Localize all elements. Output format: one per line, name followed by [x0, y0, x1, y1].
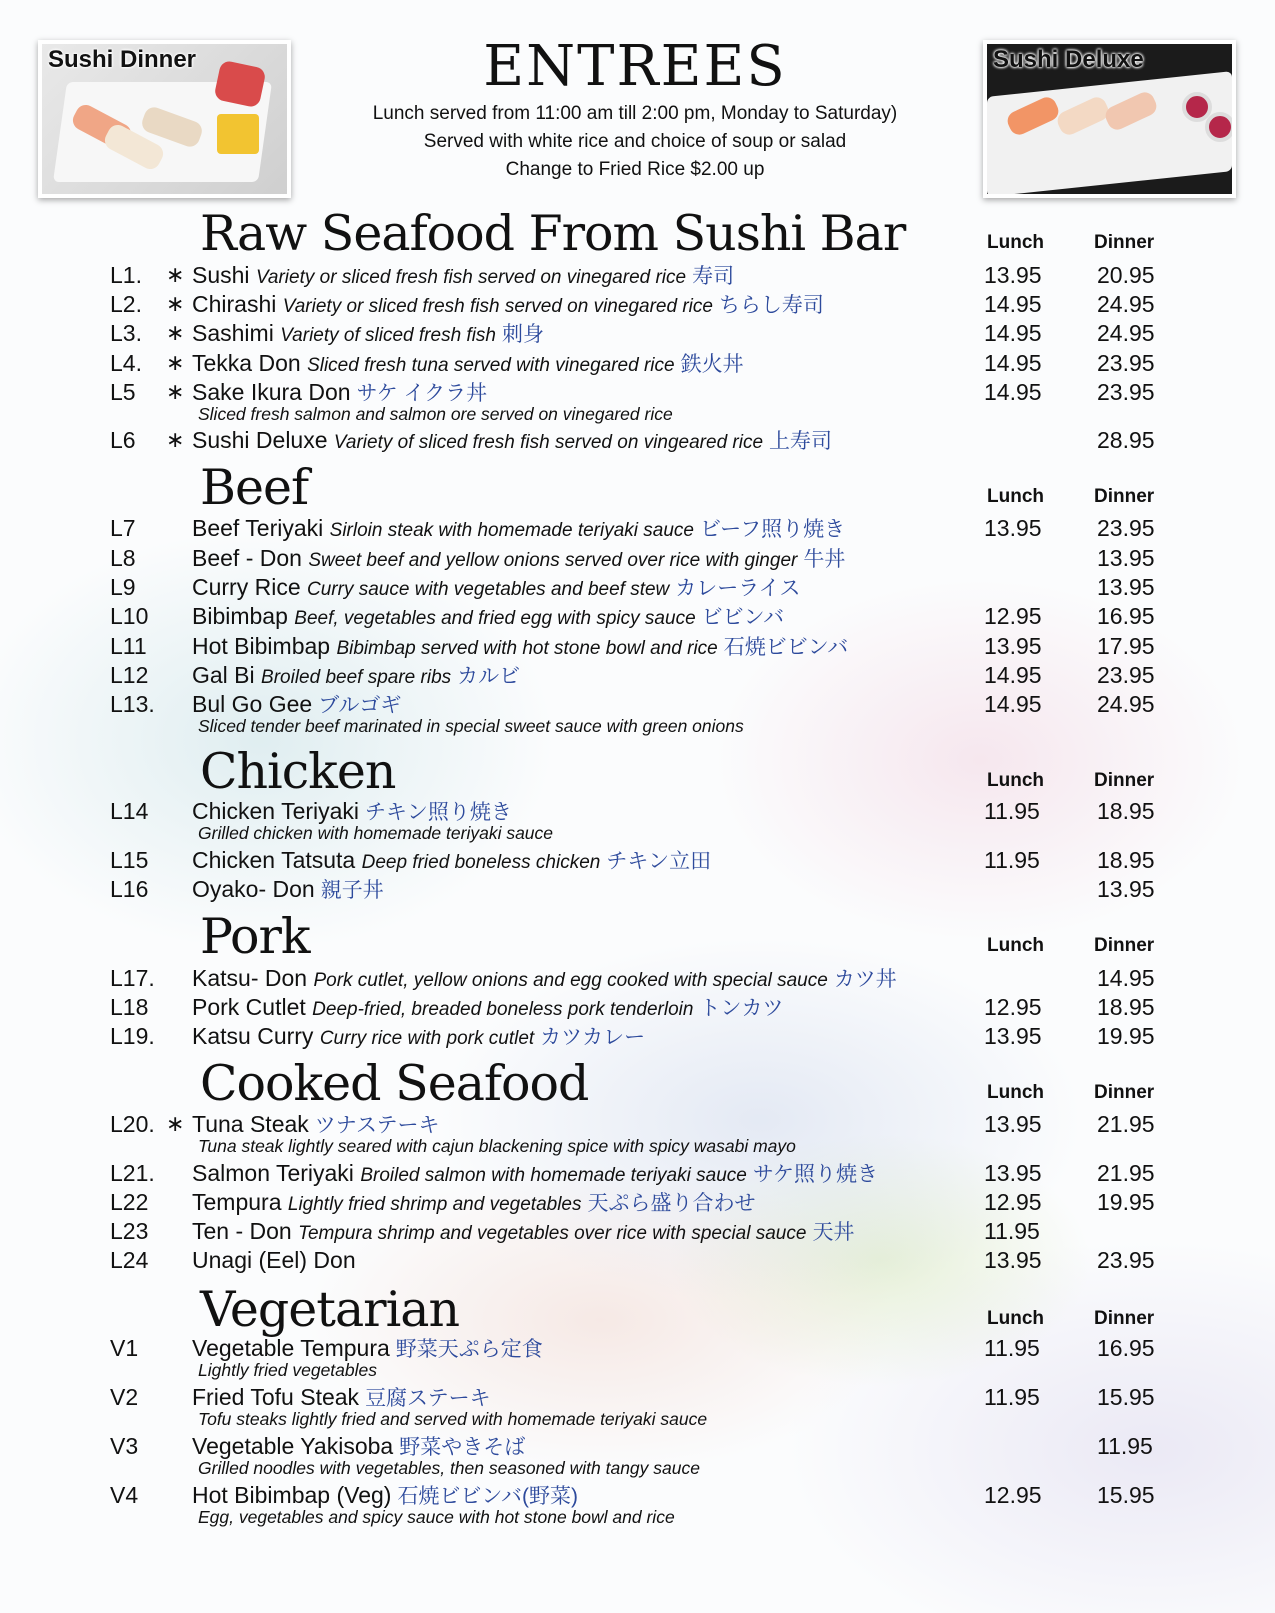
item-code: L17. [110, 965, 155, 991]
section-title: Vegetarian [200, 1281, 460, 1338]
menu-item [0, 1431, 1275, 1478]
item-code: L22 [110, 1189, 149, 1215]
item-description: Beef, vegetables and fried egg with spicy sauce [294, 608, 696, 629]
dinner-price: 23.95 [1097, 515, 1155, 541]
menu-item [0, 260, 1275, 290]
raw-marker: ∗ [166, 291, 185, 316]
item-name: Katsu Curry [192, 1023, 314, 1049]
item-name: Bul Go Gee [192, 691, 313, 717]
lunch-price: 13.95 [984, 262, 1042, 288]
item-japanese-name: 刺身 [501, 323, 544, 346]
lunch-price: 13.95 [984, 1247, 1042, 1273]
menu-item [0, 1021, 1275, 1051]
lunch-column-header: Lunch [987, 486, 1044, 507]
roll-piece [1205, 112, 1235, 142]
dinner-column-header: Dinner [1094, 770, 1155, 791]
item-code: L12 [110, 662, 149, 688]
item-japanese-name: チキン立田 [606, 850, 712, 873]
lunch-price: 11.95 [984, 1335, 1040, 1361]
menu-item [0, 1216, 1275, 1246]
header-line: Change to Fried Rice $2.00 up [505, 159, 765, 180]
item-name: Hot Bibimbap (Veg) [192, 1482, 392, 1508]
item-name: Salmon Teriyaki [192, 1160, 354, 1186]
lunch-price: 12.95 [984, 994, 1042, 1020]
item-japanese-name: ブルゴギ [318, 694, 402, 717]
item-description: Sirloin steak with homemade teriyaki sauce [329, 520, 694, 541]
item-japanese-name: 鉄火丼 [680, 353, 744, 376]
item-name: Sushi [192, 262, 250, 288]
dinner-price: 20.95 [1097, 262, 1155, 288]
menu-item [0, 289, 1275, 319]
item-code: L18 [110, 994, 149, 1020]
item-japanese-name: 野菜やきそば [399, 1436, 526, 1459]
item-code: L20. [110, 1111, 155, 1137]
item-japanese-name: カレーライス [675, 577, 801, 600]
item-code: L24 [110, 1247, 149, 1273]
page-title: ENTREES [483, 34, 787, 99]
item-description: Curry rice with pork cutlet [319, 1028, 535, 1049]
item-japanese-name: ビーフ照り焼き [700, 518, 846, 541]
item-sub-description: Egg, vegetables and spicy sauce with hot stone bowl and rice [198, 1507, 675, 1527]
lunch-price: 12.95 [984, 603, 1042, 629]
item-name: Pork Cutlet [192, 994, 306, 1020]
menu-item [0, 377, 1275, 424]
dinner-price: 24.95 [1097, 320, 1155, 346]
sushi-deluxe-photo [983, 40, 1236, 198]
raw-marker: ∗ [166, 320, 185, 345]
item-code: L15 [110, 847, 149, 873]
section-title: Chicken [200, 743, 396, 800]
lunch-price: 13.95 [984, 515, 1042, 541]
item-description: Bibimbap served with hot stone bowl and rice [336, 638, 718, 659]
item-name: Chirashi [192, 291, 277, 317]
item-sub-description: Tofu steaks lightly fried and served with homemade teriyaki sauce [198, 1409, 708, 1429]
section-title: Pork [200, 908, 310, 965]
item-code: L6 [110, 427, 136, 453]
dinner-price: 18.95 [1097, 798, 1155, 824]
dinner-price: 23.95 [1097, 662, 1155, 688]
lunch-price: 14.95 [984, 350, 1042, 376]
lunch-column-header: Lunch [987, 935, 1044, 956]
item-line [192, 1021, 645, 1054]
lunch-price: 14.95 [984, 662, 1042, 688]
menu-item [0, 572, 1275, 602]
lunch-price: 13.95 [984, 1160, 1042, 1186]
item-name: Tekka Don [192, 350, 301, 376]
dinner-price: 16.95 [1097, 603, 1155, 629]
dinner-column-header: Dinner [1094, 232, 1155, 253]
item-description: Variety or sliced fresh fish served on vinegared rice [255, 267, 687, 288]
dinner-price: 15.95 [1097, 1384, 1155, 1410]
item-japanese-name: トンカツ [699, 997, 784, 1020]
menu-item [0, 425, 1275, 455]
item-code: L5 [110, 379, 136, 405]
item-line [192, 874, 384, 906]
item-japanese-name: サケ イクラ丼 [356, 382, 488, 405]
item-name: Tuna Steak [192, 1111, 309, 1137]
item-code: L9 [110, 574, 136, 600]
menu-item [0, 1480, 1275, 1527]
item-japanese-name: カルビ [457, 665, 521, 688]
menu-item [0, 631, 1275, 661]
dinner-price: 24.95 [1097, 691, 1155, 717]
item-name: Oyako- Don [192, 876, 315, 902]
dinner-price: 21.95 [1097, 1111, 1155, 1137]
item-sub-description: Grilled noodles with vegetables, then seasoned with tangy sauce [198, 1458, 700, 1478]
item-code: L3. [110, 320, 142, 346]
item-name: Katsu- Don [192, 965, 308, 991]
menu-item [0, 348, 1275, 378]
item-code: L8 [110, 545, 136, 571]
item-japanese-name: 石焼ビビンバ [723, 636, 849, 659]
item-code: L11 [110, 633, 147, 659]
dinner-price: 19.95 [1097, 1023, 1155, 1049]
lunch-column-header: Lunch [987, 1082, 1044, 1103]
item-name: Beef - Don [192, 545, 302, 571]
item-code: L1. [110, 262, 142, 288]
item-japanese-name: 天丼 [812, 1221, 855, 1244]
section-title: Beef [200, 459, 309, 516]
lunch-price: 11.95 [984, 798, 1040, 824]
item-description: Curry sauce with vegetables and beef stew [307, 579, 670, 600]
item-japanese-name: カツカレー [540, 1026, 646, 1049]
item-japanese-name: チキン照り焼き [365, 801, 512, 824]
item-sub-description: Tuna steak lightly seared with cajun blackening spice with spicy wasabi mayo [198, 1136, 796, 1156]
lunch-price: 13.95 [984, 633, 1042, 659]
item-description: Broiled salmon with homemade teriyaki sauce [360, 1165, 747, 1186]
menu-item [0, 601, 1275, 631]
item-code: L23 [110, 1218, 149, 1244]
raw-marker: ∗ [166, 350, 185, 375]
photo-caption-right: Sushi Deluxe [993, 46, 1144, 73]
lunch-price: 11.95 [984, 1384, 1040, 1410]
dinner-price: 28.95 [1097, 427, 1155, 453]
item-japanese-name: 牛丼 [803, 548, 846, 571]
menu-header [290, 34, 980, 184]
item-code: L2. [110, 291, 142, 317]
item-japanese-name: 寿司 [692, 265, 735, 288]
item-code: V1 [110, 1335, 139, 1361]
lunch-price: 13.95 [984, 1023, 1042, 1049]
item-name: Sake Ikura Don [192, 379, 351, 405]
item-description: Lightly fried shrimp and vegetables [287, 1194, 582, 1215]
item-japanese-name: サケ照り焼き [752, 1163, 878, 1186]
menu-item [0, 1187, 1275, 1217]
item-name: Vegetable Yakisoba [192, 1433, 394, 1459]
section-title: Raw Seafood From Sushi Bar [200, 205, 906, 262]
dinner-price: 13.95 [1097, 545, 1155, 571]
section-title: Cooked Seafood [200, 1055, 589, 1112]
header-line: Served with white rice and choice of soup or salad [423, 131, 847, 152]
dinner-price: 23.95 [1097, 379, 1155, 405]
dinner-price: 21.95 [1097, 1160, 1155, 1186]
dinner-column-header: Dinner [1094, 486, 1155, 507]
item-code: L16 [110, 876, 149, 902]
item-code: L14 [110, 798, 149, 824]
item-description: Variety of sliced fresh fish served on vingeared rice [333, 432, 764, 453]
item-name: Hot Bibimbap [192, 633, 331, 659]
item-line [192, 1245, 356, 1275]
dinner-price: 14.95 [1097, 965, 1155, 991]
menu-item [0, 796, 1275, 843]
plate-shape [987, 71, 1232, 197]
item-name: Sushi Deluxe [192, 427, 328, 453]
item-name: Unagi (Eel) Don [192, 1247, 356, 1273]
menu-item [0, 689, 1275, 736]
menu-item [0, 963, 1275, 993]
item-japanese-name: ツナステーキ [314, 1114, 440, 1137]
photo-caption-left: Sushi Dinner [48, 46, 197, 73]
lunch-price: 14.95 [984, 291, 1042, 317]
lunch-column-header: Lunch [987, 770, 1044, 791]
item-japanese-name: 親子丼 [320, 879, 384, 902]
item-name: Curry Rice [192, 574, 301, 600]
menu-item [0, 992, 1275, 1022]
dinner-price: 15.95 [1097, 1482, 1155, 1508]
lunch-price: 14.95 [984, 379, 1042, 405]
menu-item [0, 513, 1275, 543]
item-japanese-name: ちらし寿司 [718, 294, 824, 317]
item-description: Variety of sliced fresh fish [280, 325, 496, 346]
item-code: V4 [110, 1482, 139, 1508]
dinner-price: 24.95 [1097, 291, 1155, 317]
header-line: Lunch served from 11:00 am till 2:00 pm, Monday to Saturday) [372, 103, 898, 124]
menu-item [0, 1333, 1275, 1380]
dinner-price: 13.95 [1097, 574, 1155, 600]
item-japanese-name: カツ丼 [833, 968, 897, 991]
item-sub-description: Sliced fresh salmon and salmon ore served on vinegared rice [198, 404, 673, 424]
dinner-price: 16.95 [1097, 1335, 1155, 1361]
item-japanese-name: 石焼ビビンバ(野菜) [397, 1485, 578, 1508]
menu-item [0, 660, 1275, 690]
tamago-piece [217, 114, 259, 154]
item-code: V2 [110, 1384, 139, 1410]
item-japanese-name: 野菜天ぷら定食 [395, 1338, 543, 1361]
item-description: Deep fried boneless chicken [361, 852, 601, 873]
item-japanese-name: ビビンバ [701, 606, 785, 629]
menu-item [0, 1245, 1275, 1275]
item-description: Sweet beef and yellow onions served over rice with ginger [308, 550, 798, 571]
item-description: Tempura shrimp and vegetables over rice with special sauce [298, 1223, 807, 1244]
item-line [192, 318, 544, 351]
dinner-column-header: Dinner [1094, 1308, 1155, 1329]
dinner-column-header: Dinner [1094, 1082, 1155, 1103]
item-sub-description: Lightly fried vegetables [198, 1360, 377, 1380]
item-code: L7 [110, 515, 136, 541]
item-code: L19. [110, 1023, 155, 1049]
lunch-column-header: Lunch [987, 1308, 1044, 1329]
menu-item [0, 874, 1275, 904]
item-description: Sliced fresh tuna served with vinegared rice [307, 355, 675, 376]
dinner-price: 17.95 [1097, 633, 1155, 659]
lunch-column-header: Lunch [987, 232, 1044, 253]
item-name: Tempura [192, 1189, 282, 1215]
dinner-column-header: Dinner [1094, 935, 1155, 956]
item-japanese-name: 豆腐ステーキ [365, 1387, 491, 1410]
item-name: Bibimbap [192, 603, 288, 629]
item-name: Ten - Don [192, 1218, 292, 1244]
item-line [192, 601, 784, 634]
item-name: Chicken Tatsuta [192, 847, 356, 873]
item-name: Gal Bi [192, 662, 255, 688]
item-description: Variety or sliced fresh fish served on vinegared rice [282, 296, 713, 317]
item-sub-description: Sliced tender beef marinated in special sweet sauce with green onions [198, 716, 744, 736]
item-description: Pork cutlet, yellow onions and egg cooked with special sauce [313, 970, 828, 991]
item-name: Vegetable Tempura [192, 1335, 390, 1361]
menu-item [0, 543, 1275, 573]
raw-marker: ∗ [166, 262, 185, 287]
item-sub-description: Grilled chicken with homemade teriyaki sauce [198, 823, 554, 843]
item-code: L21. [110, 1160, 155, 1186]
raw-marker: ∗ [166, 427, 185, 452]
raw-marker: ∗ [166, 379, 185, 404]
item-japanese-name: 天ぷら盛り合わせ [587, 1192, 756, 1215]
lunch-price: 11.95 [984, 847, 1040, 873]
dinner-price: 23.95 [1097, 1247, 1155, 1273]
raw-marker: ∗ [166, 1111, 185, 1136]
dinner-price: 18.95 [1097, 994, 1155, 1020]
item-code: V3 [110, 1433, 139, 1459]
lunch-price: 14.95 [984, 691, 1042, 717]
dinner-price: 19.95 [1097, 1189, 1155, 1215]
menu-item [0, 1109, 1275, 1156]
menu-item [0, 1158, 1275, 1188]
item-name: Beef Teriyaki [192, 515, 324, 541]
lunch-price: 13.95 [984, 1111, 1042, 1137]
dinner-price: 18.95 [1097, 847, 1155, 873]
item-code: L4. [110, 350, 142, 376]
item-name: Sashimi [192, 320, 274, 346]
lunch-price: 14.95 [984, 320, 1042, 346]
menu-item [0, 845, 1275, 875]
item-name: Chicken Teriyaki [192, 798, 360, 824]
item-code: L13. [110, 691, 155, 717]
lunch-price: 12.95 [984, 1482, 1042, 1508]
item-code: L10 [110, 603, 149, 629]
lunch-price: 11.95 [984, 1218, 1040, 1244]
menu-item [0, 1382, 1275, 1429]
item-line [192, 425, 832, 458]
item-japanese-name: 上寿司 [769, 430, 833, 453]
lunch-price: 12.95 [984, 1189, 1042, 1215]
dinner-price: 23.95 [1097, 350, 1155, 376]
item-line [192, 513, 845, 546]
dinner-price: 13.95 [1097, 876, 1155, 902]
item-name: Fried Tofu Steak [192, 1384, 360, 1410]
menu-item [0, 318, 1275, 348]
sushi-dinner-photo [38, 40, 291, 198]
dinner-price: 11.95 [1097, 1433, 1153, 1459]
item-description: Deep-fried, breaded boneless pork tenderloin [312, 999, 694, 1020]
item-description: Broiled beef spare ribs [261, 667, 452, 688]
